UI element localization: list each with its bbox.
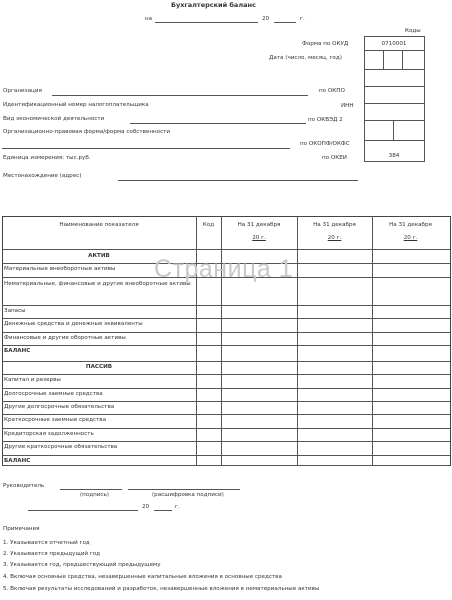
header-year-2: 20 г. [327, 235, 342, 241]
table-row-label: Нематериальные, финансовые и другие внеоборотные активы [4, 281, 191, 287]
date-prefix: на [145, 16, 153, 22]
codes-divider [402, 50, 403, 69]
table-row-label: Другие долгосрочные обязательства [4, 404, 115, 410]
header-name: Наименование показателя [59, 222, 139, 228]
note-item: 2. Указывается предыдущий год [3, 551, 101, 557]
table-row-label: БАЛАНС [4, 348, 31, 354]
header-date-1: На 31 декабря [237, 222, 281, 228]
codes-line [364, 120, 424, 121]
okud-label: Форма по ОКУД [302, 41, 349, 47]
date-line-1 [155, 22, 258, 23]
name-caption: (расшифровка подписи) [152, 492, 224, 498]
okpo-label: по ОКПО [319, 88, 345, 94]
codes-divider [383, 50, 384, 69]
header-date-2: На 31 декабря [313, 222, 356, 228]
note-item: 5. Включая результаты исследований и разработок, незавершенные вложения в нематериальные активы [3, 586, 320, 592]
address-line [118, 180, 358, 181]
table-row-line [2, 332, 450, 333]
header-year-1: 20 г. [252, 235, 266, 241]
codes-line [364, 103, 424, 104]
activity-line [130, 123, 306, 124]
table-row-line [2, 388, 450, 389]
okopf-label: по ОКОПФ/ОКФС [300, 141, 350, 147]
sign-date-line-2 [154, 510, 172, 511]
table-header-line [2, 249, 450, 250]
date-line-2 [274, 22, 296, 23]
table-row-line [2, 318, 450, 319]
codes-line [364, 140, 424, 141]
header-code: Код [202, 222, 215, 228]
organization-line [52, 95, 308, 96]
date-year: 20 [262, 16, 270, 22]
table-row-line [2, 345, 450, 346]
note-item: 1. Указывается отчетный год [3, 540, 90, 546]
signature-line [60, 489, 122, 490]
head-label: Руководитель [3, 483, 45, 489]
table-row-line [2, 374, 450, 375]
organization-label: Организация [3, 88, 42, 94]
legal-form-line [2, 148, 290, 149]
table-row-label: ПАССИВ [85, 364, 113, 370]
unit-label: Единица измерения: тыс.руб. [3, 155, 91, 161]
codes-line [364, 69, 424, 70]
inn-label: ИНН [341, 103, 354, 109]
table-row-line [2, 455, 450, 456]
table-row-label: Материальные внеоборотные активы [4, 266, 116, 272]
date-suffix: г. [300, 16, 305, 22]
okei-label: по ОКЕИ [322, 155, 347, 161]
table-row-label: АКТИВ [88, 253, 110, 259]
table-row-label: Кредиторская задолженность [4, 431, 94, 437]
codes-header: Коды [405, 28, 421, 34]
sign-year-suffix: г. [175, 504, 180, 510]
legal-form-label: Организационно-правовая форма/форма собственности [3, 129, 171, 135]
header-date-3: На 31 декабря [389, 222, 432, 228]
notes-title: Примечания [3, 526, 40, 532]
table-row-line [2, 465, 450, 466]
note-item: 3. Указывается год, предшествующий предыдущему [3, 562, 161, 568]
table-row-line [2, 401, 450, 402]
table-row-label: Запасы [4, 308, 26, 314]
date-label: Дата (число, месяц, год) [269, 55, 342, 61]
table-row-label: Капитал и резервы [4, 377, 61, 383]
activity-label: Вид экономической деятельности [3, 116, 105, 122]
okei-value: 384 [388, 153, 400, 159]
table-row-line [2, 305, 450, 306]
table-row-label: Денежные средства и денежные эквиваленты [4, 321, 143, 327]
address-label: Местонахождение (адрес) [3, 173, 82, 179]
sign-year: 20 [142, 504, 150, 510]
table-row-label: Финансовые и другие оборотные активы [4, 335, 126, 341]
table-row-label: БАЛАНС [4, 458, 31, 464]
table-row-label: Краткосрочные заемные средства [4, 417, 107, 423]
inn-field-label: Идентификационный номер налогоплательщика [3, 102, 149, 108]
table-row-line [2, 414, 450, 415]
page-watermark: Страница 1 [154, 255, 294, 283]
form-title: Бухгалтерский баланс [171, 1, 256, 9]
codes-line [364, 86, 424, 87]
okved-label: по ОКВЭД 2 [308, 117, 343, 123]
sign-caption: (подпись) [80, 492, 109, 498]
codes-divider [393, 120, 394, 140]
table-row-line [2, 428, 450, 429]
table-row-label: Другие краткосрочные обязательства [4, 444, 118, 450]
name-line [128, 489, 240, 490]
sign-date-line-1 [28, 510, 138, 511]
header-year-3: 20 г. [403, 235, 418, 241]
note-item: 4. Включая основные средства, незавершенные капитальные вложения в основные средства [3, 574, 282, 580]
table-row-line [2, 441, 450, 442]
codes-line [364, 50, 424, 51]
table-row-line [2, 361, 450, 362]
codes-box [364, 36, 425, 162]
okud-value: 0710001 [381, 41, 407, 47]
table-row-label: Долгосрочные заемные средства [4, 391, 103, 397]
